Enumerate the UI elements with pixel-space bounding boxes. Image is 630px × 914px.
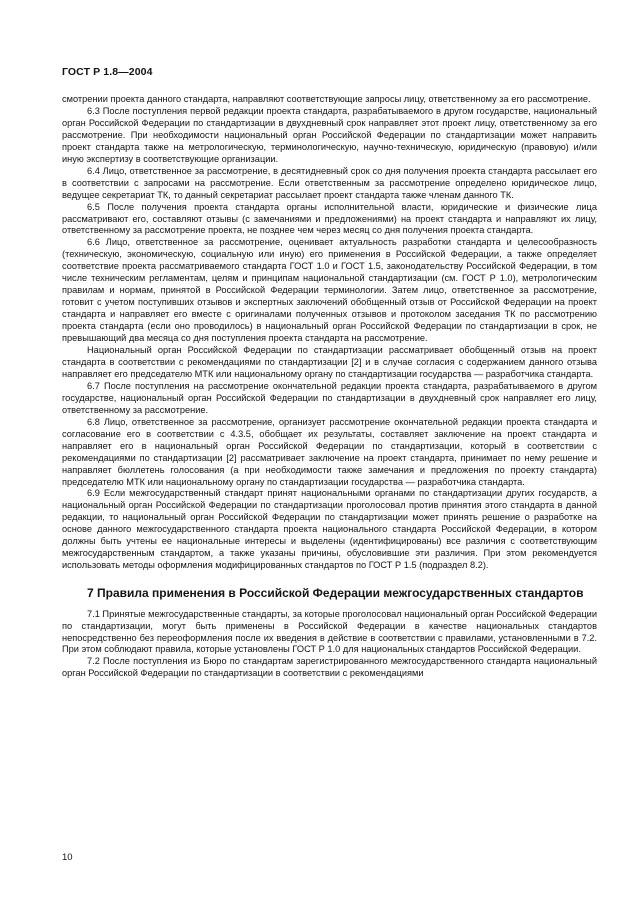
- page-body: [62, 94, 597, 680]
- clause-6-6: 6.6 Лицо, ответственное за рассмотрение, оценивает актуальность разработки стандарта и целесообразность (техническую, экономическую, социальную или иную) его применения в Российской Федерации, а также определяет соответствие проекта рассматриваемого стандарта ГОСТ 1.0 и ГОСТ 1.5, законодательству Российской Федерации, в том числе техническим регламентам, целям и принципам национальной стандартизации (см. ГОСТ Р 1.0), метрологическим правилам и нормам, принятой в Российской Федерации терминологии. Затем лицо, ответственное за рассмотрение, готовит с учетом поступивших отзывов и экспертных заключений обобщенный отзыв от Российской Федерации на проект стандарта и направляет его вместе с оригиналами полученных отзывов и протоколом заседания ТК по рассмотрению проекта стандарта (если оно проводилось) в национальный орган Российской Федерации по стандартизации в срок, не превышающий два месяца со дня поступления проекта стандарта на рассмотрение.: [62, 237, 597, 344]
- clause-6-8: 6.8 Лицо, ответственное за рассмотрение, организует рассмотрение окончательной редакции проекта стандарта и согласование его в соответствии с 4.3.5, обобщает их результаты, составляет заключение на проект стандарта и направляет его в национальный орган Российской Федерации по стандартизации, который в соответствии с рекомендациями по стандартизации [2] рассматривает заключение на проект стандарта, принимает по нему решение и направляет бюллетень голосования (а при необходимости также замечания и предложения по проекту стандарта) председателю МТК или национальному органу по стандартизации государства — разработчика стандарта.: [62, 416, 597, 487]
- clause-6-9: 6.9 Если межгосударственный стандарт принят национальными органами по стандартизации других государств, а национальный орган Российской Федерации по стандартизации проголосовал против принятия этого стандарта в данной редакции, то национальный орган Российской Федерации по стандартизации может принять решение о разработке на основе данного межгосударственного стандарта проекта национального стандарта Российской Федерации, в котором должны быть учтены ее национальные интересы и выделены (идентифицированы) все различия с соответствующим межгосударственным стандартом, а также указаны причины, обусловившие эти различия. При этом рекомендуется использовать методы оформления модифицированных стандартов по ГОСТ Р 1.5 (подраздел 8.2).: [62, 488, 597, 571]
- clause-7-1: 7.1 Принятые межгосударственные стандарты, за которые проголосовал национальный орган Российской Федерации по стандартизации, могут быть применены в Российской Федерации в качестве национальных стандартов непосредственно без переоформления после их введения в действие в соответствии с правилами, установленными в 7.2. При этом соблюдают правила, которые установлены ГОСТ Р 1.0 для национальных стандартов Российской Федерации.: [62, 608, 597, 655]
- page-header-doc-code: ГОСТ Р 1.8—2004: [62, 66, 153, 78]
- page-number: 10: [62, 852, 73, 863]
- section-7-title: 7 Правила применения в Российской Федерации межгосударственных стандартов: [87, 586, 584, 601]
- clause-6-3: 6.3 После поступления первой редакции проекта стандарта, разрабатываемого в другом государстве, национальный орган Российской Федерации по стандартизации в двухдневный срок направляет этот проект лицу, ответственному за его рассмотрение. При необходимости национальный орган Российской Федерации по стандартизации может направить проект стандарта также на метрологическую, терминологическую, научно-техническую, юридическую (правовую) и/или иную экспертизу в соответствующие организации.: [62, 105, 597, 164]
- clause-6-6-paragraph-2: Национальный орган Российской Федерации по стандартизации рассматривает обобщенный отзыв на проект стандарта в соответствии с рекомендациями по стандартизации [2] и в случае согласия с содержанием данного отзыва направляет его председателю МТК или национальному органу по стандартизации государства — разработчика стандарта.: [62, 345, 597, 379]
- clause-7-2: 7.2 После поступления из Бюро по стандартам зарегистрированного межгосударственного стандарта национальный орган Российской Федерации по стандартизации в соответствии с рекомендациями: [62, 656, 597, 679]
- paragraph-continuation: смотрении проекта данного стандарта, направляют соответствующие запросы лицу, ответственному за его рассмотрение.: [62, 94, 591, 104]
- clause-6-4: 6.4 Лицо, ответственное за рассмотрение, в десятидневный срок со дня получения проекта стандарта рассылает его в соответствии с запросами на рассмотрение. Если ответственным за рассмотрение определено юридическое лицо, ведущее секретариат ТК, то данный секретариат рассылает проект стандарта также членам данного ТК.: [62, 165, 597, 200]
- clause-6-7: 6.7 После поступления на рассмотрение окончательной редакции проекта стандарта, разрабатываемого в другом государстве, национальный орган Российской Федерации по стандартизации в двухдневный срок направляет его лицу, ответственному за рассмотрение.: [62, 380, 597, 415]
- clause-6-5: 6.5 После получения проекта стандарта органы исполнительной власти, юридические и физические лица рассматривают его, составляют отзывы (с замечаниями и предложениями) на проект стандарта и направляют их лицу, ответственному за рассмотрение проекта, не позднее чем через месяц со дня получения проекта стандарта.: [62, 201, 597, 236]
